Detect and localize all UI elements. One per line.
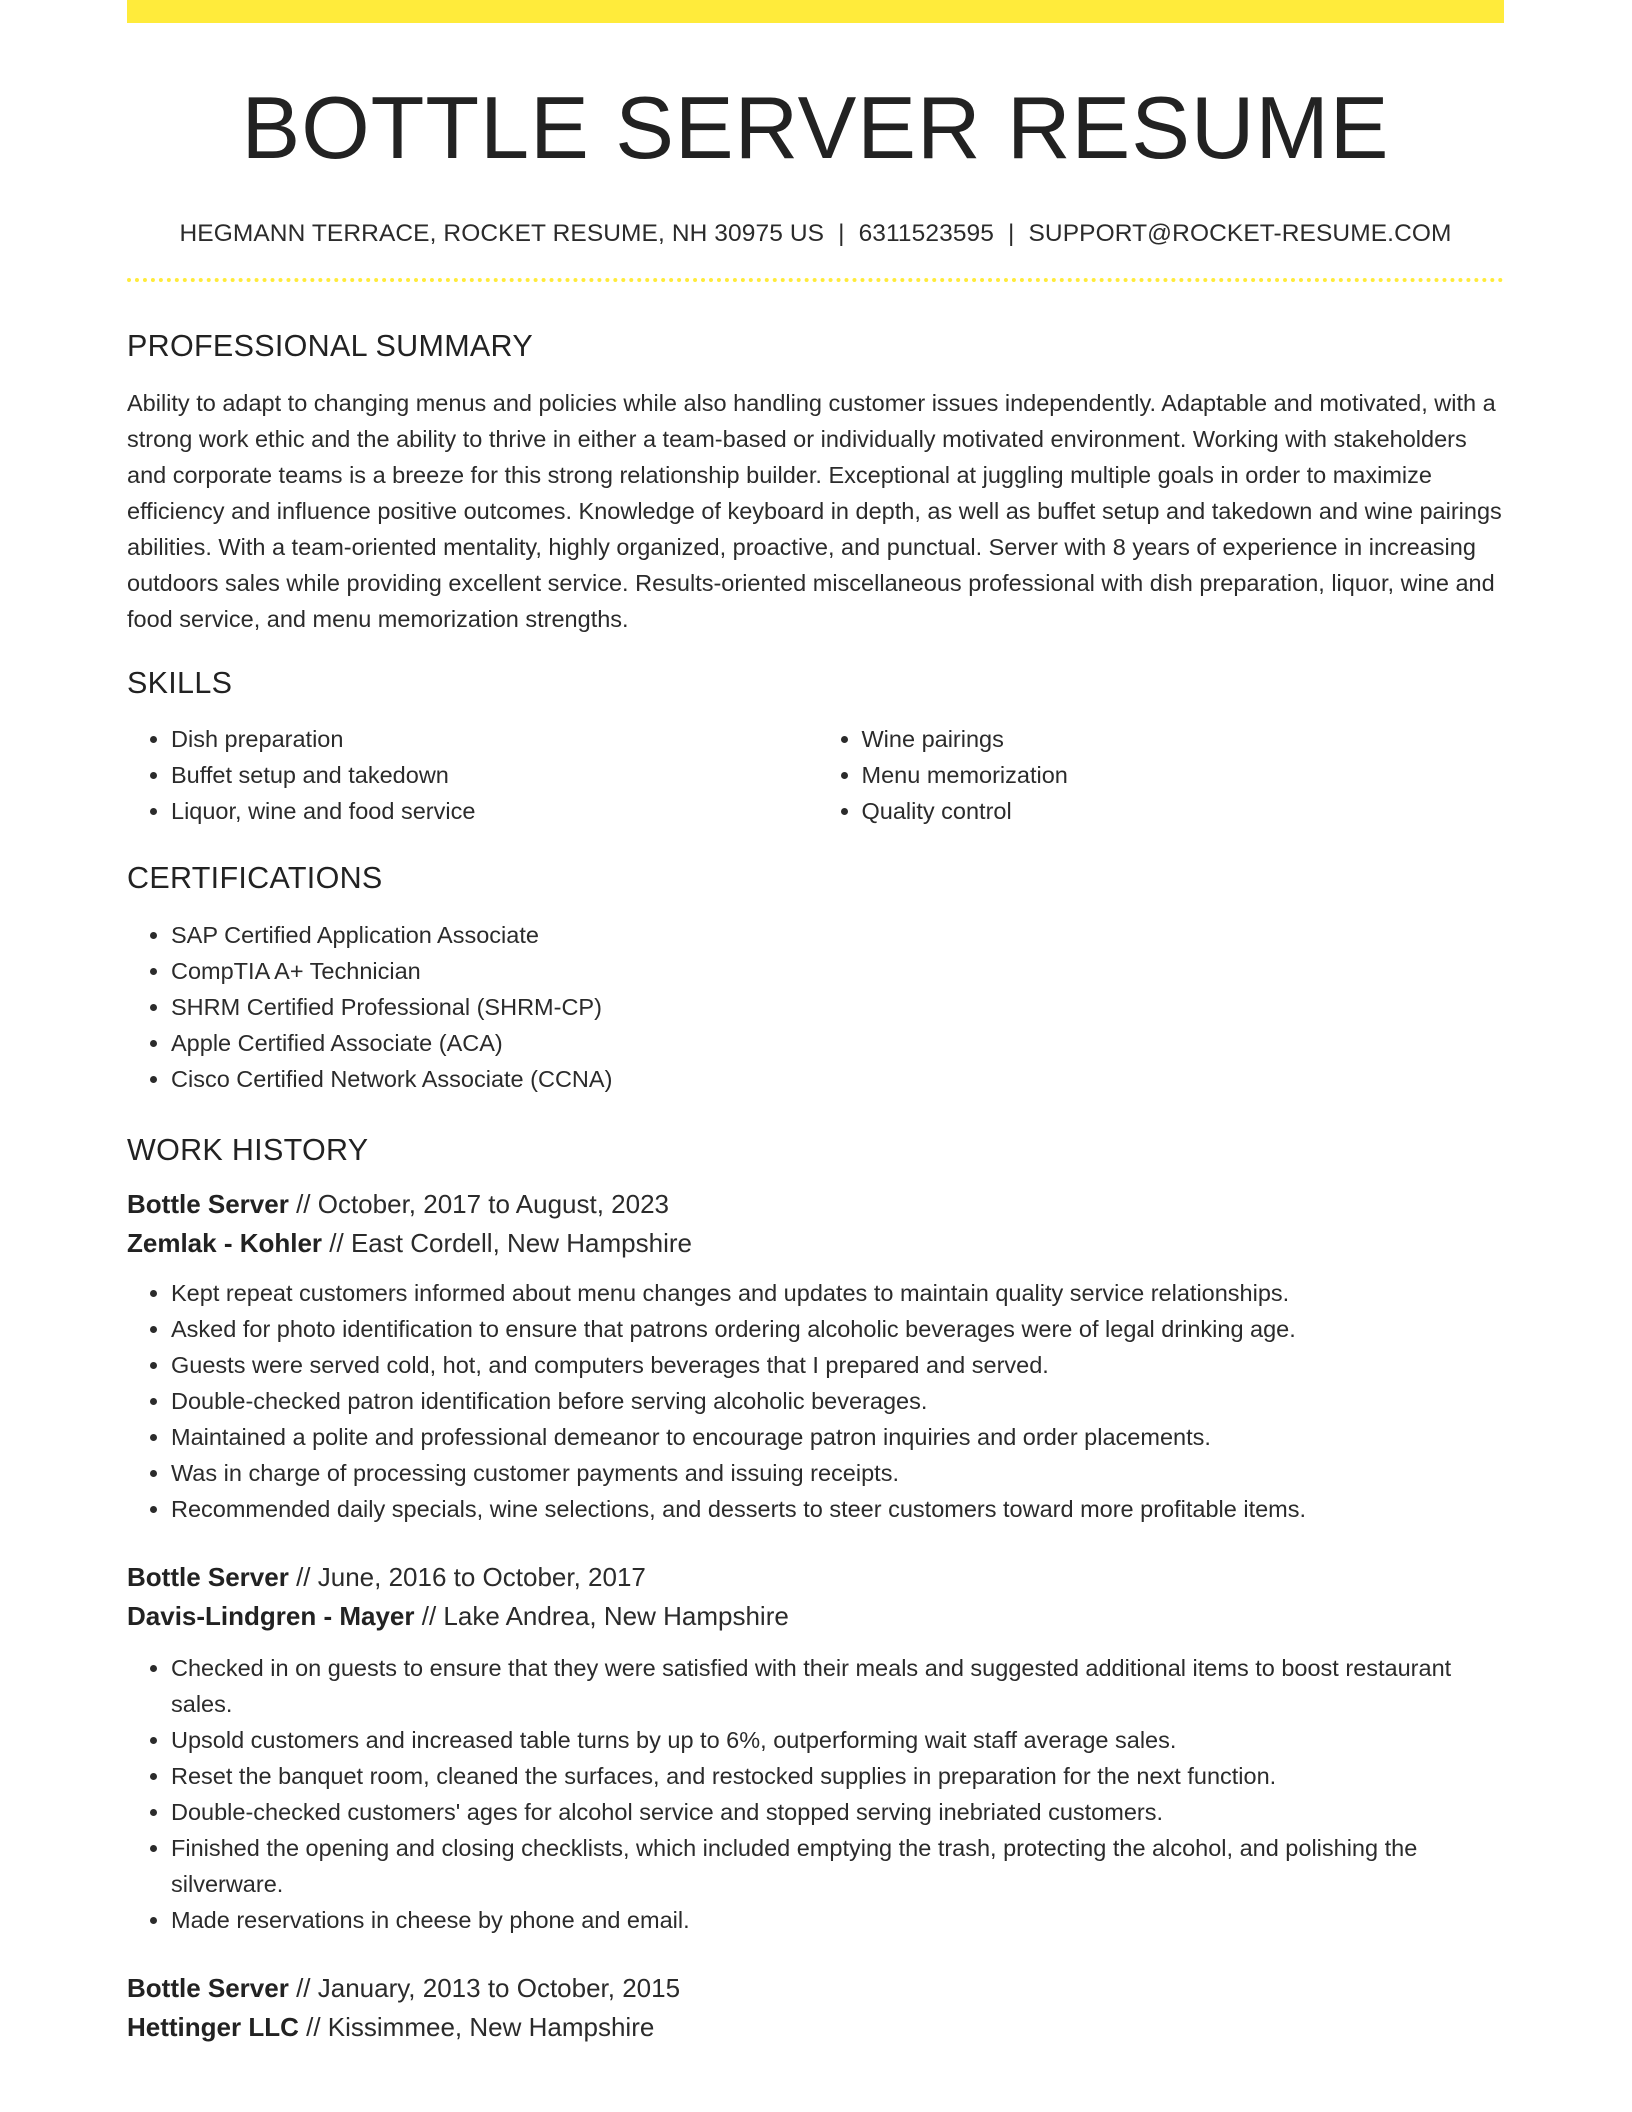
contact-separator: | [1008, 220, 1015, 247]
certifications-heading: CERTIFICATIONS [127, 861, 383, 895]
skills-list-right [816, 721, 1505, 829]
job-title-line [127, 1969, 1504, 2008]
job-employer-line [127, 1224, 1504, 1263]
job-employer: Hettinger LLC [127, 2012, 299, 2042]
skills-list-left [127, 721, 816, 829]
skill-item: • Menu memorization [862, 757, 1505, 793]
contact-phone[interactable]: 6311523595 [858, 220, 995, 247]
accent-top-bar [127, 0, 1504, 23]
job-employer-line [127, 1597, 1504, 1636]
work-history-heading: WORK HISTORY [127, 1132, 369, 1167]
summary-text: Ability to adapt to changing menus and policies while also handling customer issues independently. Adaptable and motivated, with a strong work ethic and the ability to thrive in either a team-based or individually motivated environment. Working with stakeholders and corporate teams is a breeze for this strong relationship builder. Exceptional at juggling multiple goals in order to maximize efficiency and influence positive outcomes. Knowledge of keyboard in depth, as well as buffet setup and takedown and wine pairings abilities. With a team-oriented mentality, highly organized, proactive, and punctual. Server with 8 years of experience in increasing outdoors sales while providing excellent service. Results-oriented miscellaneous professional with dish preparation, liquor, wine and food service, and menu memorization strengths. [127, 389, 1502, 632]
job-employer: Zemlak - Kohler [127, 1228, 323, 1258]
certification-item: • CompTIA A+ Technician [171, 953, 1504, 989]
job-bullet: • Upsold customers and increased table turns by up to 6%, outperforming wait staff average sales. [171, 1722, 1504, 1758]
job-bullet: • Kept repeat customers informed about menu changes and updates to maintain quality service relationships. [171, 1275, 1504, 1311]
resume-page [127, 0, 1504, 2047]
contact-separator: | [838, 220, 845, 247]
job-location: // Kissimmee, New Hampshire [298, 2012, 655, 2042]
skill-item: • Wine pairings [862, 721, 1505, 757]
job-bullet: • Guests were served cold, hot, and computers beverages that I prepared and served. [171, 1347, 1504, 1383]
contact-address: HEGMANN TERRACE, ROCKET RESUME, NH 30975 US [179, 220, 825, 247]
certification-item: • Apple Certified Associate (ACA) [171, 1025, 1504, 1061]
skill-item: • Dish preparation [171, 721, 816, 757]
job-role: Bottle Server [127, 1562, 289, 1592]
job-bullets [127, 1650, 1504, 1938]
certifications-list [127, 917, 1504, 1097]
header-divider [127, 278, 1504, 282]
job-bullet: • Double-checked customers' ages for alcohol service and stopped serving inebriated customers. [171, 1794, 1504, 1830]
job-bullet: • Asked for photo identification to ensure that patrons ordering alcoholic beverages were of legal drinking age. [171, 1311, 1504, 1347]
summary-heading: PROFESSIONAL SUMMARY [127, 329, 533, 363]
skill-item: • Liquor, wine and food service [171, 793, 816, 829]
job-entry [127, 1969, 1504, 2047]
skill-item: • Quality control [862, 793, 1505, 829]
job-role: Bottle Server [127, 1189, 289, 1219]
job-bullet: • Reset the banquet room, cleaned the surfaces, and restocked supplies in preparation for the next function. [171, 1758, 1504, 1794]
job-entry [127, 1185, 1504, 1527]
certification-item: • Cisco Certified Network Associate (CCNA) [171, 1061, 1504, 1097]
certification-item: • SAP Certified Application Associate [171, 917, 1504, 953]
job-title-line [127, 1185, 1504, 1224]
job-bullet: • Made reservations in cheese by phone and email. [171, 1902, 1504, 1938]
job-bullet: • Double-checked patron identification before serving alcoholic beverages. [171, 1383, 1504, 1419]
job-entry [127, 1558, 1504, 1938]
job-dates: // October, 2017 to August, 2023 [288, 1189, 670, 1219]
skills-grid [127, 721, 1504, 829]
job-bullets [127, 1275, 1504, 1527]
job-location: // Lake Andrea, New Hampshire [414, 1601, 789, 1631]
contact-email[interactable]: SUPPORT@ROCKET-RESUME.COM [1028, 220, 1452, 247]
skills-heading: SKILLS [127, 665, 233, 700]
certification-item: • SHRM Certified Professional (SHRM-CP) [171, 989, 1504, 1025]
job-bullet: • Finished the opening and closing checklists, which included emptying the trash, protecting the alcohol, and polishing the silverware. [171, 1830, 1504, 1902]
skill-item: • Buffet setup and takedown [171, 757, 816, 793]
job-employer: Davis-Lindgren - Mayer [127, 1601, 415, 1631]
job-bullet: • Maintained a polite and professional demeanor to encourage patron inquiries and order placements. [171, 1419, 1504, 1455]
job-dates: // June, 2016 to October, 2017 [288, 1562, 646, 1592]
job-bullet: • Was in charge of processing customer payments and issuing receipts. [171, 1455, 1504, 1491]
job-location: // East Cordell, New Hampshire [322, 1228, 692, 1258]
job-dates: // January, 2013 to October, 2015 [288, 1973, 681, 2003]
job-bullet: • Checked in on guests to ensure that they were satisfied with their meals and suggested additional items to boost restaurant sales. [171, 1650, 1504, 1722]
contact-line [127, 220, 1504, 248]
job-employer-line [127, 2008, 1504, 2047]
job-bullet: • Recommended daily specials, wine selections, and desserts to steer customers toward more profitable items. [171, 1491, 1504, 1527]
job-title-line [127, 1558, 1504, 1597]
resume-title: BOTTLE SERVER RESUME [241, 78, 1390, 177]
job-role: Bottle Server [127, 1973, 289, 2003]
